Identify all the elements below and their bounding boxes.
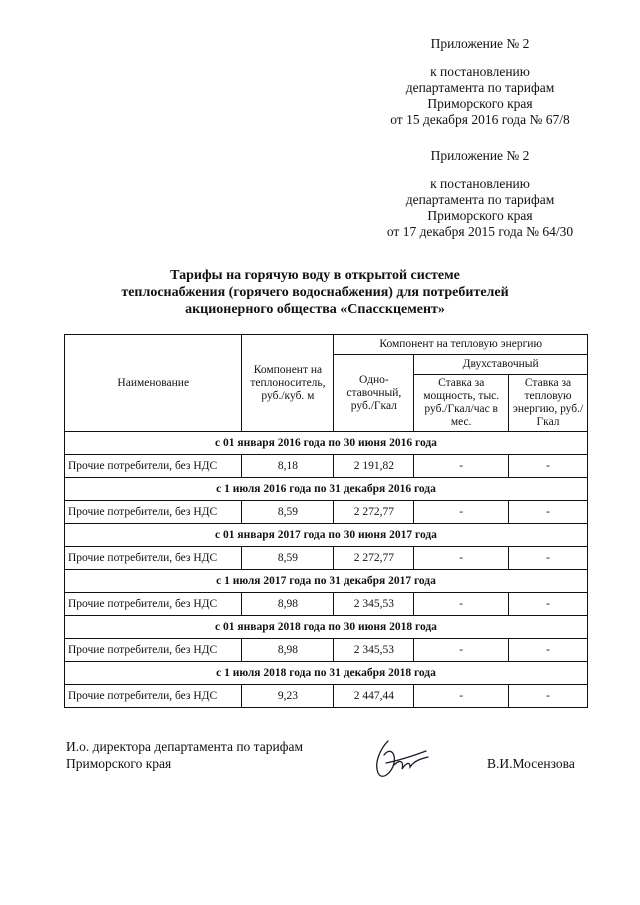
single-rate-value: 2 345,53 <box>334 639 414 662</box>
header-double-rate: Двухставочный <box>414 355 588 375</box>
table-row <box>65 547 588 570</box>
energy-rate-value: - <box>509 639 588 662</box>
capacity-rate-value: - <box>414 455 509 478</box>
consumer-name: Прочие потребители, без НДС <box>65 685 242 708</box>
carrier-value: 8,98 <box>242 593 334 616</box>
single-rate-value: 2 447,44 <box>334 685 414 708</box>
consumer-name: Прочие потребители, без НДС <box>65 593 242 616</box>
capacity-rate-value: - <box>414 547 509 570</box>
document-title <box>80 267 550 318</box>
signatory-position <box>66 738 303 772</box>
carrier-value: 8,18 <box>242 455 334 478</box>
appendix-line: от 17 декабря 2015 года № 64/30 <box>386 224 574 239</box>
period-label: с 1 июля 2017 года по 31 декабря 2017 года <box>65 570 588 593</box>
appendix-line: департамента по тарифам <box>405 192 555 207</box>
position-line: И.о. директора департамента по тарифам <box>66 739 303 754</box>
period-row <box>65 478 588 501</box>
single-rate-value: 2 345,53 <box>334 593 414 616</box>
title-line: теплоснабжения (горячего водоснабжения) для потребителей <box>121 285 509 300</box>
appendix-line: Приморского края <box>427 208 533 223</box>
carrier-value: 8,59 <box>242 501 334 524</box>
carrier-value: 8,59 <box>242 547 334 570</box>
appendix-block-2 <box>360 148 600 240</box>
appendix-heading: Приложение № 2 <box>430 36 530 51</box>
consumer-name: Прочие потребители, без НДС <box>65 547 242 570</box>
capacity-rate-value: - <box>414 685 509 708</box>
energy-rate-value: - <box>509 455 588 478</box>
energy-rate-value: - <box>509 501 588 524</box>
period-label: с 1 июля 2016 года по 31 декабря 2016 года <box>65 478 588 501</box>
handwritten-signature <box>366 735 436 783</box>
appendix-heading: Приложение № 2 <box>430 148 530 163</box>
energy-rate-value: - <box>509 685 588 708</box>
period-row <box>65 616 588 639</box>
table-row <box>65 639 588 662</box>
period-row <box>65 570 588 593</box>
appendix-line: Приморского края <box>427 96 533 111</box>
table-row <box>65 501 588 524</box>
appendix-line: от 15 декабря 2016 года № 67/8 <box>390 112 570 127</box>
appendix-line: департамента по тарифам <box>405 80 555 95</box>
energy-rate-value: - <box>509 593 588 616</box>
header-energy: Компонент на тепловую энергию <box>334 335 588 355</box>
appendix-line: к постановлению <box>430 64 530 79</box>
header-name: Наименование <box>65 335 242 432</box>
period-label: с 1 июля 2018 года по 31 декабря 2018 года <box>65 662 588 685</box>
consumer-name: Прочие потребители, без НДС <box>65 501 242 524</box>
carrier-value: 8,98 <box>242 639 334 662</box>
period-label: с 01 января 2017 года по 30 июня 2017 года <box>65 524 588 547</box>
header-carrier: Компонент на теплоноситель, руб./куб. м <box>242 335 334 432</box>
capacity-rate-value: - <box>414 501 509 524</box>
header-capacity-rate: Ставка за мощность, тыс. руб./Гкал/час в мес. <box>414 375 509 432</box>
table-row <box>65 685 588 708</box>
period-label: с 01 января 2018 года по 30 июня 2018 года <box>65 616 588 639</box>
energy-rate-value: - <box>509 547 588 570</box>
single-rate-value: 2 272,77 <box>334 547 414 570</box>
period-row <box>65 662 588 685</box>
capacity-rate-value: - <box>414 593 509 616</box>
position-line: Приморского края <box>66 756 172 771</box>
title-line: акционерного общества «Спасскцемент» <box>185 302 445 317</box>
single-rate-value: 2 191,82 <box>334 455 414 478</box>
period-label: с 01 января 2016 года по 30 июня 2016 года <box>65 432 588 455</box>
header-single-rate: Одно-ставочный, руб./Гкал <box>334 355 414 432</box>
single-rate-value: 2 272,77 <box>334 501 414 524</box>
period-row <box>65 432 588 455</box>
carrier-value: 9,23 <box>242 685 334 708</box>
title-line: Тарифы на горячую воду в открытой системе <box>170 268 460 283</box>
capacity-rate-value: - <box>414 639 509 662</box>
consumer-name: Прочие потребители, без НДС <box>65 455 242 478</box>
appendix-block-1 <box>360 36 600 128</box>
period-row <box>65 524 588 547</box>
tariff-table <box>64 334 588 708</box>
appendix-line: к постановлению <box>430 176 530 191</box>
consumer-name: Прочие потребители, без НДС <box>65 639 242 662</box>
signatory-name: В.И.Мосензова <box>487 756 575 771</box>
table-row <box>65 455 588 478</box>
table-row <box>65 593 588 616</box>
header-energy-rate: Ставка за тепловую энергию, руб./Гкал <box>509 375 588 432</box>
